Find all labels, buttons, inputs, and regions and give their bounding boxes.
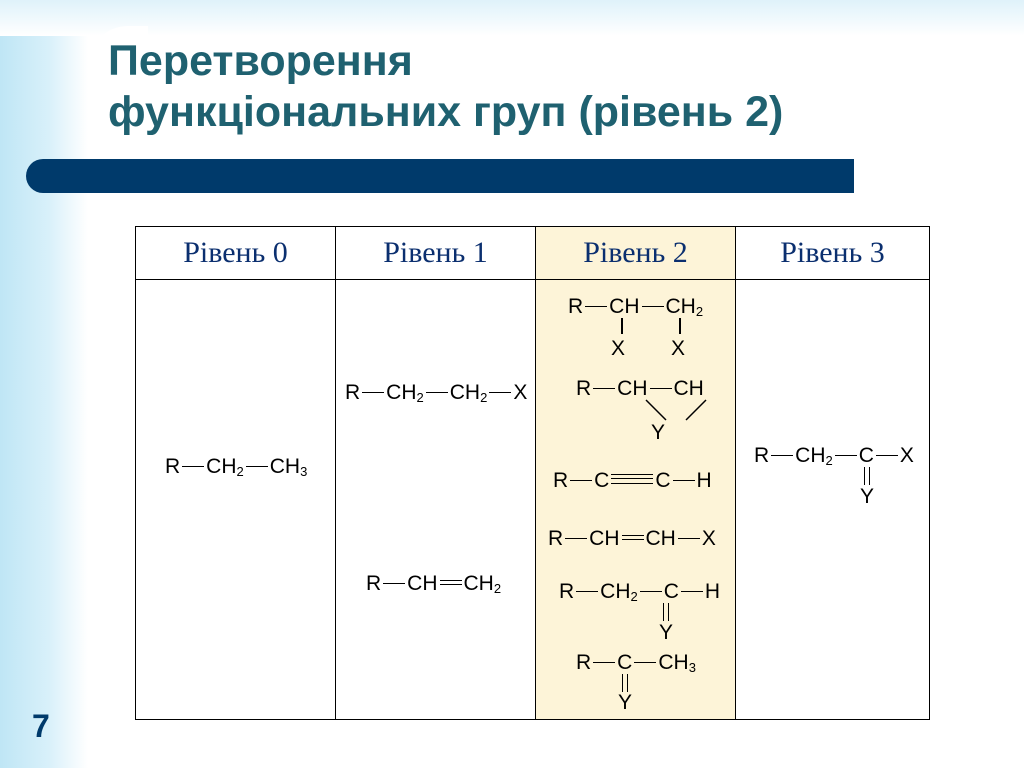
functional-group-levels-table: [135, 226, 930, 720]
header-row: [136, 227, 930, 280]
header-level-1: Рівень 1: [336, 227, 536, 280]
substituent-y: Y: [651, 421, 666, 444]
level-3-cell: [736, 280, 930, 720]
header-level-0: Рівень 0: [136, 227, 336, 280]
bond-vertical: [621, 318, 623, 334]
level-0-cell: [136, 280, 336, 720]
substituent-y: Y: [659, 621, 674, 644]
level-2-cell: [536, 280, 736, 720]
formula-alkyne: R C C H: [553, 469, 712, 492]
formula-epoxide: R CH CH: [576, 377, 704, 400]
substituent-x: X: [611, 337, 626, 360]
header-level-2: Рівень 2: [536, 227, 736, 280]
double-bond-vertical: [622, 674, 628, 692]
title-underline-bar: [26, 159, 854, 193]
slide-number: 7: [32, 708, 50, 744]
title-line-1: Перетворення: [108, 37, 413, 85]
left-gradient-band: [0, 0, 88, 768]
header-level-3: Рівень 3: [736, 227, 930, 280]
formula-vinyl-halide: R CH CH X: [548, 527, 716, 550]
slide-title: [108, 36, 783, 138]
substituent-x: X: [671, 337, 686, 360]
formula-vicinal-dihalide: R CH $CH_2$: [568, 295, 704, 319]
formulas-row: [136, 280, 930, 720]
formula-ethyl: R $CH_2$ $CH_3$: [165, 455, 308, 479]
double-bond-vertical: [864, 467, 870, 485]
level-1-cell: [336, 280, 536, 720]
formula-alkyl-halide: R $CH_2$ $CH_2$ X: [345, 381, 528, 405]
formula-alkene: R CH $CH_2$: [366, 572, 502, 596]
formula-acyl-derivative: R $CH_2$ C X: [754, 444, 914, 468]
top-gradient-band: [0, 0, 1024, 36]
substituent-y: Y: [860, 485, 875, 508]
ring-bonds: [636, 398, 726, 422]
bond-vertical: [679, 318, 681, 334]
substituent-y: Y: [618, 691, 633, 714]
formula-ketone: R C $CH_3$: [576, 651, 696, 675]
title-line-2: функціональних груп (рівень 2): [108, 88, 784, 136]
double-bond-vertical: [663, 603, 669, 621]
formula-aldehyde: R $CH_2$ C H: [559, 580, 721, 604]
